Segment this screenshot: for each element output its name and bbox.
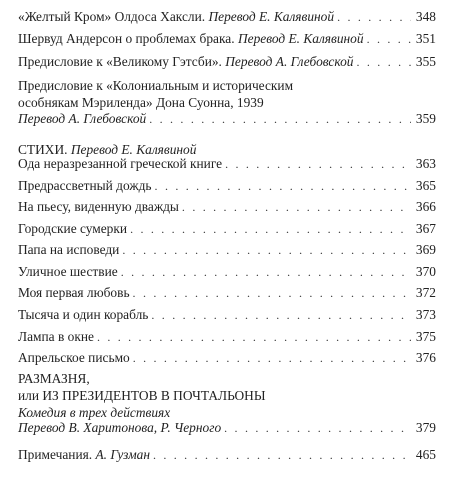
entry-page: 363 (415, 156, 436, 171)
section-title: СТИХИ. (18, 142, 68, 157)
leader-dots (367, 32, 411, 46)
toc-entry (18, 32, 436, 50)
leader-dots (149, 112, 411, 126)
entry-title: Тысяча и один корабль (18, 307, 149, 323)
leader-dots (224, 421, 411, 435)
entry-page: 367 (415, 220, 436, 236)
preface-colonial-entry (18, 77, 436, 130)
entry-title-line: Предисловие к «Колониальным и историческим (18, 78, 294, 93)
entry-page: 370 (415, 263, 436, 279)
entry-title: Моя первая любовь (18, 285, 130, 301)
leader-dots (182, 200, 411, 214)
toc-entry (18, 10, 436, 28)
entry-title: Шервуд Андерсон о проблемах брака. (18, 31, 235, 47)
entry-title: Ода неразрезанной греческой книге (18, 156, 223, 171)
entry-title: Папа на исповеди (18, 242, 120, 258)
toc-entry (18, 330, 436, 348)
entry-title: Лампа в окне (18, 328, 94, 344)
entry-translator: Перевод В. Харитонова, Р. Черного (18, 420, 222, 435)
essays-block (18, 10, 436, 73)
entry-page: 373 (415, 307, 436, 323)
leader-dots (225, 157, 411, 171)
entry-page: 372 (415, 285, 436, 301)
entry-translator: Перевод Е. Калявиной (237, 31, 364, 47)
leader-dots (153, 448, 411, 462)
toc-entry (18, 112, 436, 130)
play-title: РАЗМАЗНЯ, (18, 371, 90, 386)
leader-dots (130, 222, 411, 236)
entry-title: Предрассветный дождь (18, 177, 152, 193)
entry-title: Апрельское письмо (18, 350, 130, 366)
leader-dots (133, 351, 411, 365)
entry-page: 359 (415, 111, 436, 126)
toc-entry (18, 157, 436, 175)
entry-page: 376 (415, 350, 436, 366)
leader-dots (151, 308, 411, 322)
entry-page: 465 (415, 447, 436, 462)
play-title-line-2: или ИЗ ПРЕЗИДЕНТОВ В ПОЧТАЛЬОНЫ (18, 388, 266, 403)
entry-title: На пьесу, виденную дважды (18, 199, 179, 215)
entry-page: 375 (415, 328, 436, 344)
entry-title: Предисловие к «Великому Гэтсби». (18, 53, 222, 69)
entry-title: «Желтый Кром» Олдоса Хаксли. (18, 9, 206, 24)
entry-page: 355 (415, 53, 436, 69)
section-translator: Перевод Е. Калявиной (70, 142, 197, 157)
entry-page: 379 (415, 420, 436, 435)
toc-entry (18, 286, 436, 304)
toc-entry (18, 243, 436, 261)
entry-title: Уличное шествие (18, 263, 118, 279)
play-entry (18, 370, 436, 439)
entry-translator: Перевод А. Глебовской (18, 111, 147, 126)
play-subtitle: Комедия в трех действиях (18, 405, 171, 420)
toc-entry (18, 55, 436, 73)
entry-translator: Перевод А. Глебовской (225, 53, 354, 69)
toc-entry (18, 179, 436, 197)
toc-entry (18, 351, 436, 369)
toc-entry (18, 448, 436, 466)
leader-dots (155, 179, 411, 193)
entry-title: Примечания. (18, 447, 93, 462)
toc-entry (18, 421, 436, 439)
poems-list (18, 157, 436, 370)
entry-page: 348 (415, 9, 436, 24)
entry-page: 351 (415, 31, 436, 47)
leader-dots (337, 10, 411, 24)
entry-page: 366 (415, 199, 436, 215)
notes-entry (18, 448, 436, 466)
leader-dots (122, 243, 411, 257)
entry-page: 369 (415, 242, 436, 258)
leader-dots (357, 55, 412, 69)
toc-entry (18, 265, 436, 283)
entry-author: А. Гузман (95, 447, 150, 462)
entry-title-line: особнякам Мэриленда» Дона Суонна, 1939 (18, 95, 264, 110)
toc-entry (18, 308, 436, 326)
toc-entry (18, 222, 436, 240)
leader-dots (133, 286, 411, 300)
toc-entry (18, 200, 436, 218)
entry-translator: Перевод Е. Калявиной (208, 9, 335, 24)
leader-dots (97, 330, 411, 344)
leader-dots (121, 265, 411, 279)
entry-page: 365 (415, 177, 436, 193)
entry-title: Городские сумерки (18, 220, 128, 236)
